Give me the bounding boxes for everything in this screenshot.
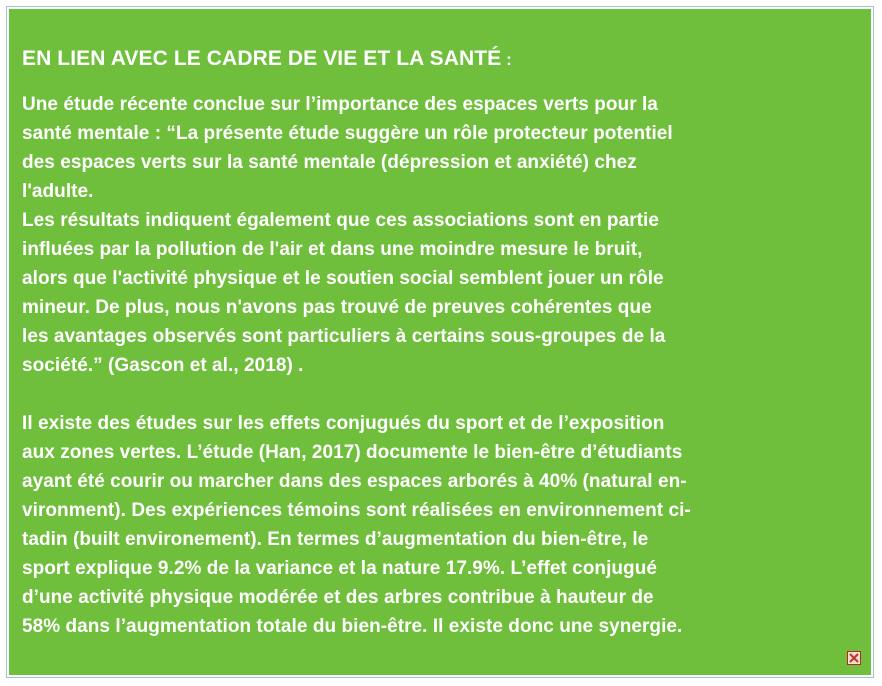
paragraph-gascon-study: Une étude récente conclue sur l’importance des espaces verts pour la santé mentale : “La présente étude suggère un rôle protecteur potentiel des espaces verts sur la santé mentale (dépression et anxiété) chez l'adulte. Les résultats indiquent également que ces associations sont en partie influées par la pollution de l'air et dans une moindre mesure le bruit, alors que l'activité physique et le soutien social semblent jouer un rôle mineur. De plus, nous n'avons pas trouvé de preuves cohérentes que les avantages observés sont particuliers à certains sous-groupes de la société.” (Gascon et al., 2018) . [22, 94, 673, 376]
section-heading [22, 45, 859, 74]
paragraph-han-study: Il existe des études sur les effets conjugués du sport et de l’exposition aux zones vertes. L’étude (Han, 2017) documente le bien-être d’étudiants ayant été courir ou marcher dans des espaces arborés à 40% (natural en- vironment). Des expériences témoins sont réalisées en environnement ci- tadin (built environement). En termes d’augmentation du bien-être, le sport explique 9.2% de la variance et la nature 17.9%. L’effet conjugué d’une activité physique modérée et des arbres contribue à hauteur de 58% dans l’augmentation totale du bien-être. Il existe donc une synergie. [22, 413, 691, 637]
heading-text: EN LIEN AVEC LE CADRE DE VIE ET LA SANTÉ [22, 47, 502, 70]
close-icon[interactable] [847, 651, 861, 665]
content-panel [6, 6, 874, 678]
heading-colon: : [501, 50, 512, 69]
green-text-box [9, 9, 871, 675]
